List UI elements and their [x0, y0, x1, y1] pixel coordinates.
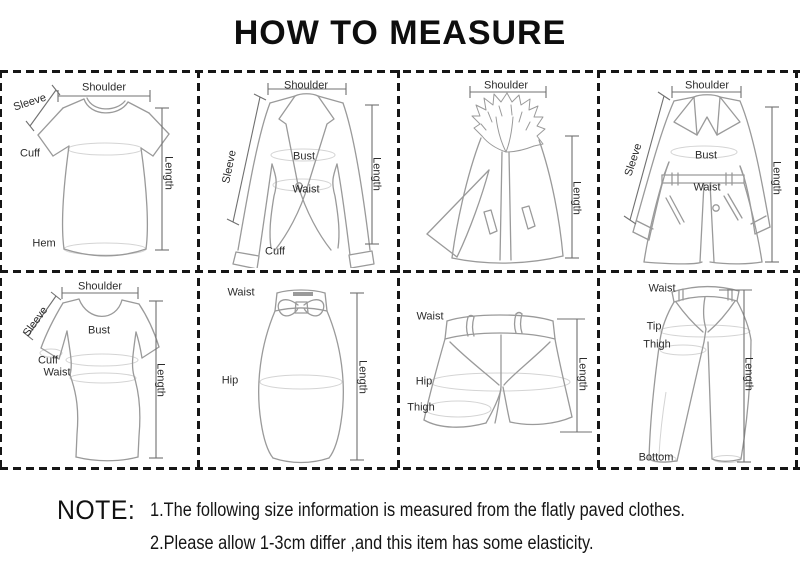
label-hip: Hip — [415, 375, 433, 388]
panel-fur-coat — [400, 72, 600, 268]
label-waist: Waist — [292, 183, 320, 196]
pants-drawing — [600, 272, 800, 467]
note-line-2: 2.Please allow 1-3cm differ ,and this item has some elasticity. — [150, 533, 594, 554]
label-waist: Waist — [648, 282, 676, 295]
dress-drawing — [0, 272, 200, 467]
label-length: Length — [154, 363, 167, 397]
panel-shorts — [400, 272, 600, 467]
label-cuff: Cuff — [20, 147, 40, 160]
label-cuff: Cuff — [38, 354, 58, 367]
label-sleeve: Sleeve — [20, 304, 51, 339]
label-sleeve: Sleeve — [11, 91, 48, 114]
label-length: Length — [576, 357, 589, 391]
label-shoulder: Shoulder — [283, 79, 329, 92]
label-bottom: Bottom — [638, 451, 674, 464]
panel-dress — [0, 272, 200, 467]
label-thigh: Thigh — [643, 338, 671, 351]
label-bust: Bust — [292, 150, 316, 163]
panel-skirt — [200, 272, 400, 467]
label-cuff: Cuff — [265, 245, 285, 258]
panel-trench-coat — [600, 72, 800, 268]
panel-pants — [600, 272, 800, 467]
label-shoulder: Shoulder — [77, 280, 123, 293]
label-bust: Bust — [694, 149, 718, 162]
label-waist: Waist — [43, 366, 71, 379]
label-length: Length — [770, 161, 783, 195]
fur-coat-drawing — [400, 72, 600, 268]
panel-blazer — [200, 72, 400, 268]
label-shoulder: Shoulder — [81, 81, 127, 94]
panel-tshirt — [0, 72, 200, 268]
shorts-drawing — [400, 272, 600, 467]
label-waist: Waist — [227, 286, 255, 299]
label-thigh: Thigh — [407, 401, 435, 414]
label-length: Length — [162, 156, 175, 190]
label-length: Length — [570, 181, 583, 215]
note-heading: NOTE: — [57, 495, 136, 525]
label-hem: Hem — [32, 237, 56, 250]
label-length: Length — [370, 157, 383, 191]
label-bust: Bust — [87, 324, 111, 337]
label-shoulder: Shoulder — [684, 79, 730, 92]
label-length: Length — [742, 357, 755, 391]
label-waist: Waist — [693, 181, 721, 194]
label-hip: Hip — [221, 374, 239, 387]
skirt-drawing — [200, 272, 400, 467]
label-sleeve: Sleeve — [220, 149, 239, 185]
note-line-1: 1.The following size information is measured from the flatly paved clothes. — [150, 500, 685, 521]
grid-border-bottom — [0, 467, 800, 470]
label-waist: Waist — [416, 310, 444, 323]
page-title: HOW TO MEASURE — [233, 14, 567, 52]
label-tip: Tip — [646, 320, 662, 333]
label-length: Length — [356, 360, 369, 394]
label-shoulder: Shoulder — [483, 79, 529, 92]
label-sleeve: Sleeve — [622, 141, 645, 178]
